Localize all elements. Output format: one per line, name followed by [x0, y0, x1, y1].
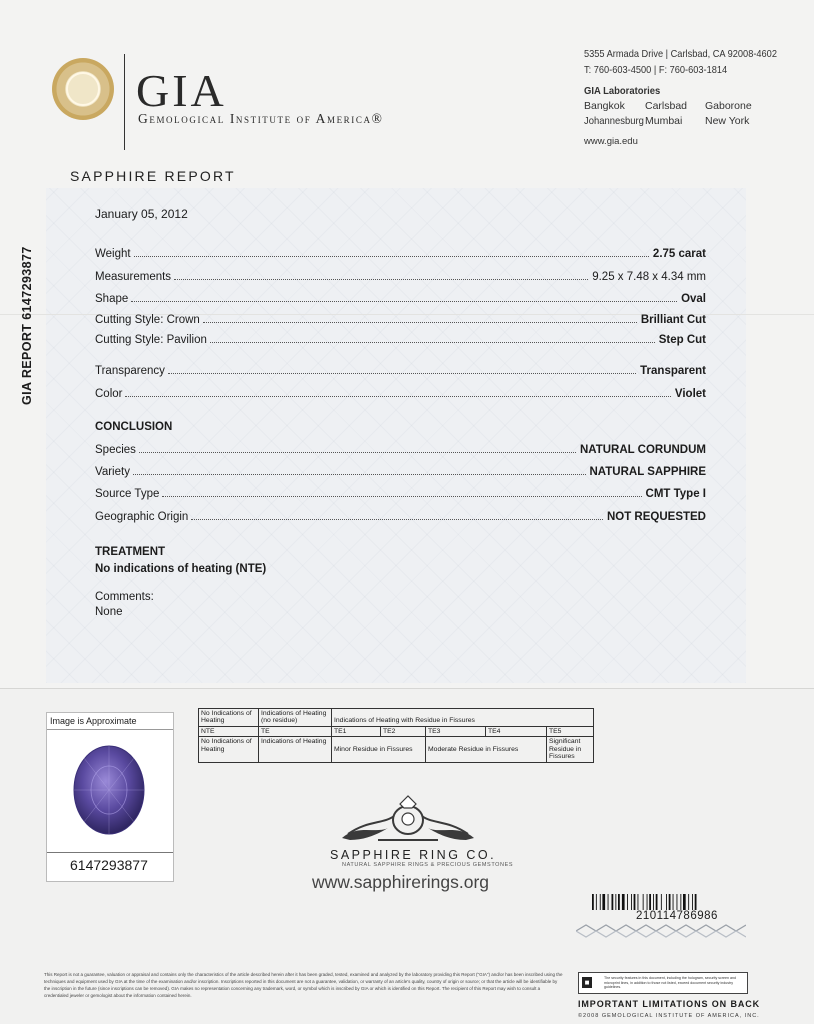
barcode-bar	[612, 894, 614, 910]
dot-leader	[203, 322, 637, 323]
property-row-crown	[95, 310, 706, 326]
barcode-bar	[666, 894, 667, 910]
dot-leader	[131, 301, 677, 302]
property-label: Shape	[95, 293, 129, 305]
barcode-bar	[649, 894, 651, 910]
barcode-bar	[653, 894, 654, 910]
gia-seal-inner	[66, 72, 100, 106]
conclusion-row-origin	[95, 507, 706, 523]
website-link[interactable]: www.gia.edu	[584, 136, 638, 147]
barcode-bar	[638, 894, 639, 910]
org-name-text: Gemological Institute of America®	[138, 111, 384, 126]
barcode-bar	[695, 894, 697, 910]
barcode-bar	[608, 894, 609, 910]
conclusion-value: NOT REQUESTED	[606, 511, 706, 523]
address-line-1: 5355 Armada Drive | Carlsbad, CA 92008-4602	[584, 48, 777, 60]
property-row-pavilion	[95, 330, 706, 346]
property-row-color	[95, 384, 706, 400]
barcode-bar	[596, 894, 597, 910]
barcode-bar	[618, 894, 620, 910]
table-cell: TE4	[486, 726, 547, 736]
barcode-bar	[688, 894, 689, 910]
table-cell: Indications of Heating (no residue)	[259, 709, 332, 727]
conclusion-row-species	[95, 440, 706, 456]
image-caption: Image is Approximate	[50, 716, 137, 726]
property-label: Transparency	[95, 365, 165, 377]
barcode-bar	[615, 894, 616, 910]
brand-tagline: NATURAL SAPPHIRE RINGS & PRECIOUS GEMSTONES	[342, 862, 514, 868]
barcode-bar	[600, 894, 601, 910]
treatment-heading: TREATMENT	[95, 546, 166, 558]
comments-value: None	[95, 606, 123, 618]
property-label: Cutting Style: Crown	[95, 314, 200, 326]
barcode-bar	[602, 894, 605, 910]
property-label: Measurements	[95, 271, 172, 283]
org-name	[138, 111, 383, 127]
conclusion-label: Species	[95, 444, 136, 456]
property-value: 2.75 carat	[652, 248, 706, 260]
table-cell: TE1	[332, 726, 381, 736]
sapphire-stone-image	[72, 744, 146, 836]
table-cell: TE5	[547, 726, 594, 736]
dot-leader	[125, 396, 670, 397]
hologram-strip-icon	[576, 922, 746, 940]
table-cell: No Indications of Heating	[199, 737, 259, 763]
table-cell: TE	[259, 726, 332, 736]
barcode-bar	[647, 894, 648, 910]
barcode-bar	[592, 894, 594, 910]
report-date: January 05, 2012	[95, 207, 188, 221]
barcode-bar	[631, 894, 632, 910]
dot-leader	[133, 474, 586, 475]
barcode-icon	[592, 894, 742, 910]
barcode-bar	[692, 894, 693, 910]
conclusion-label: Variety	[95, 466, 130, 478]
barcode-bar	[661, 894, 662, 910]
lab-gaborone: Gaborone	[705, 100, 752, 112]
conclusion-row-variety	[95, 462, 706, 478]
comments-label: Comments:	[95, 591, 154, 603]
lab-carlsbad: Carlsbad	[645, 100, 688, 112]
barcode-bar	[622, 894, 625, 910]
conclusion-row-source-type	[95, 484, 706, 500]
property-row-transparency	[95, 361, 706, 377]
barcode-bar	[680, 894, 681, 910]
fold-line	[0, 688, 814, 689]
heating-indications-table	[198, 708, 594, 763]
table-cell: TE3	[426, 726, 486, 736]
property-value: 9.25 x 7.48 x 4.34 mm	[592, 271, 706, 283]
conclusion-value: NATURAL CORUNDUM	[579, 444, 706, 456]
dot-leader	[210, 342, 655, 343]
property-row-measurements	[95, 267, 706, 283]
lab-new-york: New York	[705, 115, 750, 127]
property-label: Cutting Style: Pavilion	[95, 334, 207, 346]
vertical-report-number: GIA REPORT 6147293877	[20, 246, 34, 405]
lab-johannesburg: Johannesburg	[584, 115, 644, 127]
brand-url-link[interactable]: www.sapphirerings.org	[312, 872, 490, 892]
barcode-bar	[673, 894, 674, 910]
table-cell: TE2	[381, 726, 426, 736]
conclusion-heading: CONCLUSION	[95, 421, 173, 433]
address-line-2: T: 760-603-4500 | F: 760-603-1814	[584, 64, 728, 76]
lab-bangkok: Bangkok	[584, 100, 625, 112]
table-cell: Indications of Heating	[259, 737, 332, 763]
property-value: Oval	[681, 293, 706, 305]
property-label: Weight	[95, 248, 131, 260]
table-cell: Minor Residue in Fissures	[332, 737, 426, 763]
dot-leader	[139, 452, 576, 453]
labs-title: GIA Laboratories	[584, 85, 661, 97]
barcode-bar	[669, 894, 671, 910]
property-value: Brilliant Cut	[640, 314, 706, 326]
property-value: Violet	[674, 388, 706, 400]
brand-name: SAPPHIRE RING CO.	[330, 848, 497, 862]
dot-leader	[191, 519, 603, 520]
copyright: ©2008 GEMOLOGICAL INSTITUTE OF AMERICA, INC.	[578, 1013, 760, 1019]
dot-leader	[168, 373, 636, 374]
barcode-bar	[656, 894, 658, 910]
barcode-bar	[627, 894, 628, 910]
gia-logo-text: GIA	[136, 65, 227, 116]
lab-mumbai: Mumbai	[645, 115, 683, 127]
important-limitations: IMPORTANT LIMITATIONS ON BACK	[578, 999, 761, 1009]
barcode-bar	[643, 894, 644, 910]
table-cell: Moderate Residue in Fissures	[426, 737, 547, 763]
property-value: Transparent	[640, 365, 706, 377]
barcode-number: 210114786986	[636, 910, 718, 922]
barcode-bar	[683, 894, 686, 910]
property-row-shape	[95, 289, 706, 305]
ring-logo-icon	[338, 794, 478, 846]
security-background	[46, 188, 746, 683]
table-cell: Significant Residue in Fissures	[547, 737, 594, 763]
conclusion-label: Geographic Origin	[95, 511, 189, 523]
dot-leader	[162, 496, 641, 497]
report-title: SAPPHIRE REPORT	[70, 168, 236, 184]
property-row-weight	[95, 244, 706, 260]
conclusion-label: Source Type	[95, 488, 160, 500]
conclusion-value: CMT Type I	[645, 488, 706, 500]
table-cell: NTE	[199, 726, 259, 736]
treatment-result: No indications of heating (NTE)	[95, 563, 267, 575]
table-cell: No Indications of Heating	[199, 709, 259, 727]
dot-leader	[174, 279, 588, 280]
barcode-bar	[634, 894, 636, 910]
dot-leader	[134, 256, 649, 257]
property-label: Color	[95, 388, 123, 400]
lock-icon: ■	[582, 977, 592, 988]
logo-divider	[124, 54, 125, 150]
conclusion-value: NATURAL SAPPHIRE	[589, 466, 706, 478]
barcode-bar	[677, 894, 678, 910]
property-value: Step Cut	[658, 334, 706, 346]
image-report-number: 6147293877	[70, 857, 148, 873]
disclaimer-text: This Report is not a guarantee, valuation or appraisal and contains only the characteristics of the article described herein after it has been graded, tested, examined and analyzed by the laboratory providing this Report ("GIA") and/or has been inscribed using the techniques and equipment used by GIA at the time of the examination and/or inscription. Inscriptions reported in this document are not a guarantee, validation, or warranty of an article's quality, country of origin or source; or that the article will be identifiable by the inscription in the future (since inscriptions can be removed). GIA makes no representation concerning any trademark, word, or symbol which is inscribed by GIA or which is identified on this Report. The recipient of this Report may wish to consult a credentialed jeweler or gemologist about the information contained herein.	[44, 972, 563, 998]
table-cell: Indications of Heating with Residue in Fissures	[332, 709, 594, 727]
security-note: The security features in this document, including the hologram, security screen and microprint lines, in addition to those not listed, exceed document security industry guidelines.	[604, 976, 737, 990]
